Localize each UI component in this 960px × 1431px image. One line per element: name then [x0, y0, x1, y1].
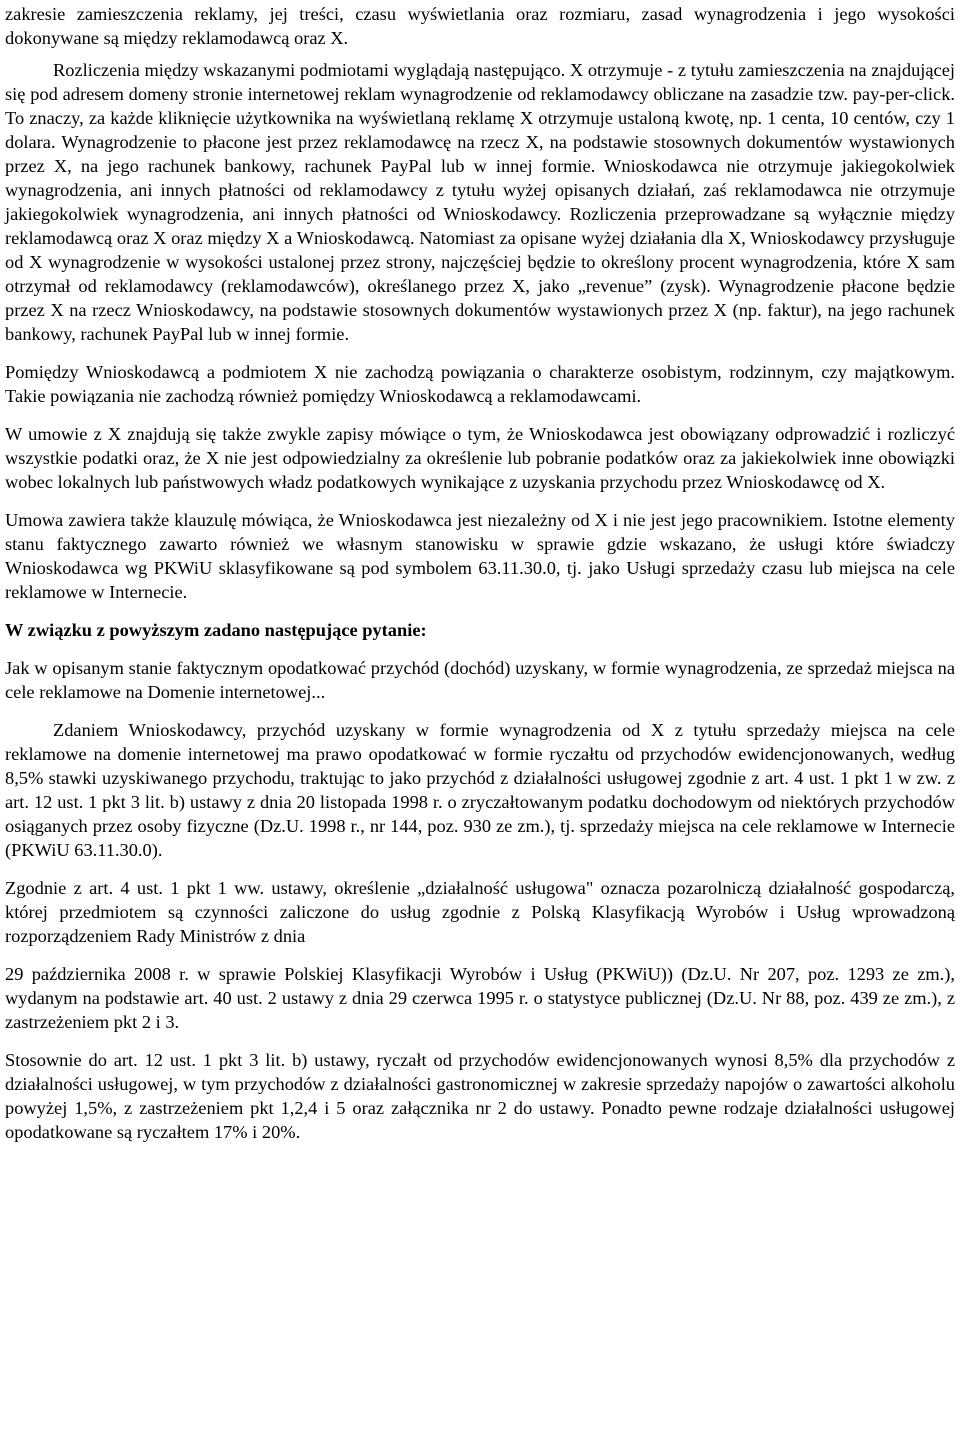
paragraph-service-definition: Zgodnie z art. 4 ust. 1 pkt 1 ww. ustawy, określenie „działalność usługowa" oznacza pozarolniczą działalność gospodarczą, której przedmiotem są czynności zaliczone do usług zgodnie z Polską Klasyfikacją Wyrobów i Usług wprowadzoną rozporządzeniem Rady Ministrów z dnia [5, 878, 955, 946]
paragraph-no-relations: Pomiędzy Wnioskodawcą a podmiotem X nie zachodzą powiązania o charakterze osobistym, rodzinnym, czy majątkowym. Takie powiązania nie zachodzą również pomiędzy Wnioskodawcą a reklamodawcami. [5, 362, 955, 406]
paragraph-settlements: Rozliczenia między wskazanymi podmiotami wyglądają następująco. X otrzymuje - z tytułu zamieszczenia na znajdującej się pod adresem domeny stronie internetowej reklam wynagrodzenie od reklamodawcy obliczane na zasadzie tzw. pay-per-click. To znaczy, za każde kliknięcie użytkownika na wyświetlaną reklamę X otrzymuje ustaloną kwotę, np. 1 centa, 10 centów, czy 1 dolara. Wynagrodzenie to płacone jest przez reklamodawcę na rzecz X, na podstawie stosownych dokumentów wystawionych przez X, na jego rachunek bankowy, rachunek PayPal lub w innej formie. Wnioskodawca nie otrzymuje jakiegokolwiek wynagrodzenia, ani innych płatności od reklamodawcy z tytułu wyżej opisanych działań, zaś reklamodawca nie otrzymuje jakiegokolwiek wynagrodzenia, ani innych płatności od Wnioskodawcy. Rozliczenia przeprowadzane są wyłącznie między reklamodawcą oraz X oraz między X a Wnioskodawcą. Natomiast za opisane wyżej działania dla X, Wnioskodawcy przysługuje od X wynagrodzenie w wysokości ustalonej przez strony, najczęściej będzie to określony procent wynagrodzenia, które X sam otrzymał od reklamodawcy (reklamodawców), określanego przez X, jako „revenue” (zysk). Wynagrodzenie płacone będzie przez X na rzecz Wnioskodawcy, na podstawie stosownych dokumentów wystawionych przez X (np. faktur), na jego rachunek bankowy, rachunek PayPal lub w innej formie. [5, 60, 955, 344]
paragraph-pkwiu-regulation: 29 października 2008 r. w sprawie Polskiej Klasyfikacji Wyrobów i Usług (PKWiU)) (Dz.U. Nr 207, poz. 1293 ze zm.), wydanym na podstawie art. 40 ust. 2 ustawy z dnia 29 czerwca 1995 r. o statystyce publicznej (Dz.U. Nr 88, poz. 439 ze zm.), z zastrzeżeniem pkt 2 i 3. [5, 964, 955, 1032]
question-heading: W związku z powyższym zadano następujące pytanie: [5, 620, 427, 640]
paragraph-ad-terms: zakresie zamieszczenia reklamy, jej treści, czasu wyświetlania oraz rozmiaru, zasad wynagrodzenia i jego wysokości dokonywane są między reklamodawcą oraz X. [5, 4, 955, 48]
paragraph-independence-clause: Umowa zawiera także klauzulę mówiąca, że Wnioskodawca jest niezależny od X i nie jest jego pracownikiem. Istotne elementy stanu faktycznego zawarto również we własnym stanowisku w sprawie gdzie wskazano, że usługi które świadczy Wnioskodawca wg PKWiU sklasyfikowane są pod symbolem 63.11.30.0, tj. jako Usługi sprzedaży czasu lub miejsca na cele reklamowe w Internecie. [5, 510, 955, 602]
paragraph-question: Jak w opisanym stanie faktycznym opodatkować przychód (dochód) uzyskany, w formie wynagrodzenia, ze sprzedaż miejsca na cele reklamowe na Domenie internetowej... [5, 658, 955, 702]
paragraph-applicant-position: Zdaniem Wnioskodawcy, przychód uzyskany w formie wynagrodzenia od X z tytułu sprzedaży miejsca na cele reklamowe na domenie internetowej ma prawo opodatkować w formie ryczałtu od przychodów ewidencjonowanych, według 8,5% stawki uzyskiwanego przychodu, traktując to jako przychód z działalności usługowej zgodnie z art. 4 ust. 1 pkt 1 w zw. z art. 12 ust. 1 pkt 3 lit. b) ustawy z dnia 20 listopada 1998 r. o zryczałtowanym podatku dochodowym od niektórych przychodów osiąganych przez osoby fizyczne (Dz.U. 1998 r., nr 144, poz. 930 ze zm.), tj. sprzedaży miejsca na cele reklamowe w Internecie (PKWiU 63.11.30.0). [5, 720, 955, 860]
paragraph-flat-rate: Stosownie do art. 12 ust. 1 pkt 3 lit. b) ustawy, ryczałt od przychodów ewidencjonowanych wynosi 8,5% dla przychodów z działalności usługowej, w tym przychodów z działalności gastronomicznej w zakresie sprzedaży napojów o zawartości alkoholu powyżej 1,5%, z zastrzeżeniem pkt 1,2,4 i 5 oraz załącznika nr 2 do ustawy. Ponadto pewne rodzaje działalności usługowej opodatkowane są ryczałtem 17% i 20%. [5, 1050, 955, 1142]
paragraph-tax-obligations: W umowie z X znajdują się także zwykle zapisy mówiące o tym, że Wnioskodawca jest obowiązany odprowadzić i rozliczyć wszystkie podatki oraz, że X nie jest odpowiedzialny za określenie lub pobranie podatków oraz za jakiekolwiek inne obowiązki wobec lokalnych lub państwowych władz podatkowych wynikające z uzyskania przychodu przez Wnioskodawcę od X. [5, 424, 955, 492]
